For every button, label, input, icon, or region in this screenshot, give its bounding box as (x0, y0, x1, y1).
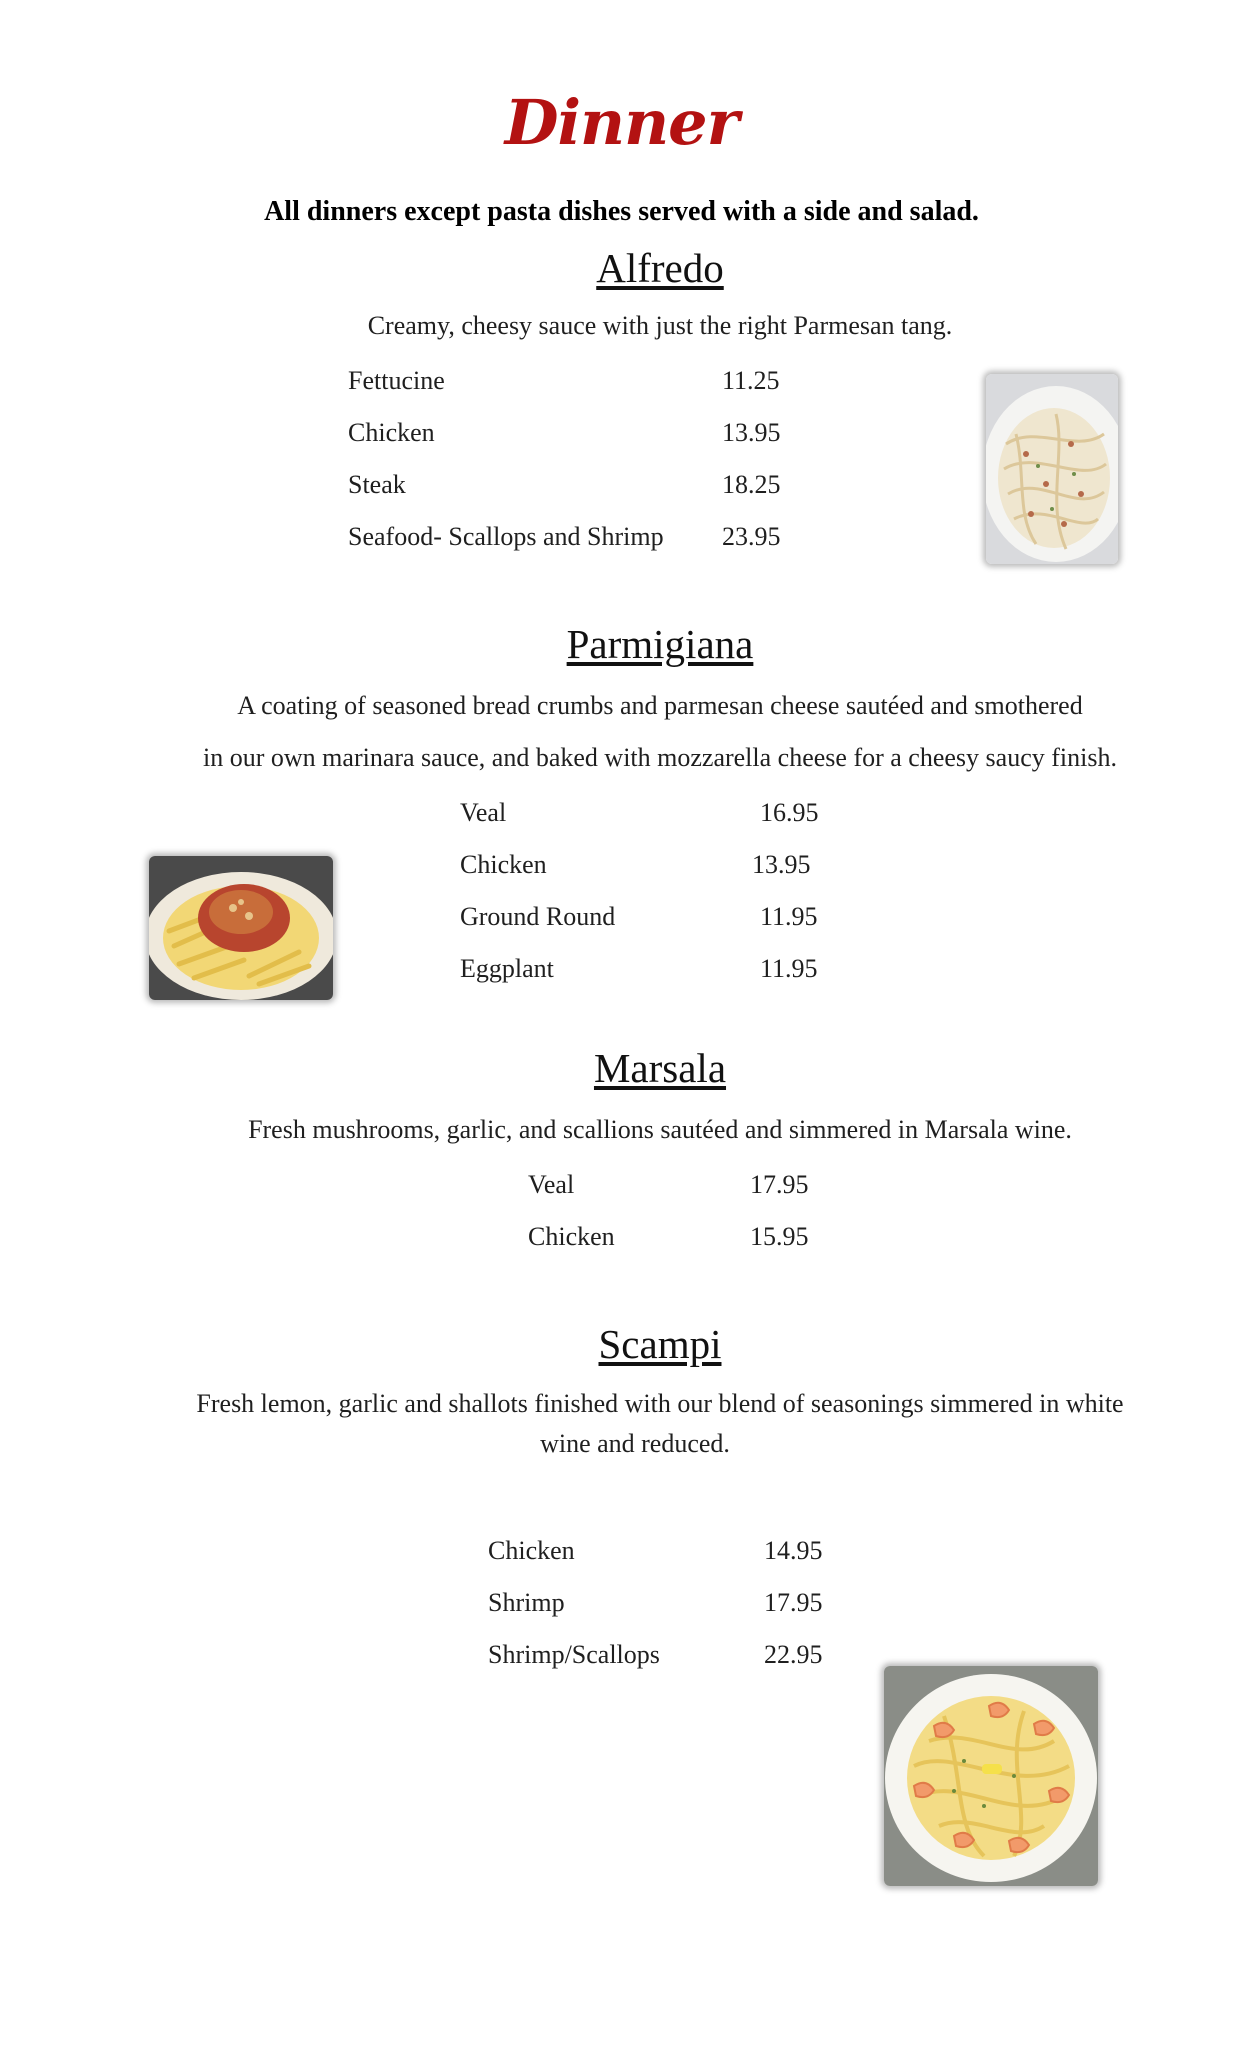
alfredo-description: Creamy, cheesy sauce with just the right Parmesan tang. (367, 311, 953, 340)
section-heading-marsala: Marsala (593, 1045, 727, 1091)
section-heading-parmigiana: Parmigiana (566, 621, 754, 667)
parmigiana-item-price: 11.95 (760, 954, 818, 983)
parmigiana-item-price: 16.95 (760, 798, 819, 827)
alfredo-item-price: 23.95 (722, 522, 781, 551)
alfredo-item-name: Steak (348, 470, 406, 499)
marsala-item-name: Veal (528, 1170, 575, 1199)
scampi-item-name: Chicken (488, 1536, 575, 1565)
alfredo-item-price: 13.95 (722, 418, 781, 447)
scampi-item-price: 14.95 (764, 1536, 823, 1565)
section-heading-scampi: Scampi (598, 1321, 722, 1367)
alfredo-item-name: Seafood- Scallops and Shrimp (348, 522, 664, 551)
parmigiana-description-line-2: in our own marinara sauce, and baked with mozzarella cheese for a cheesy saucy finish. (203, 743, 1117, 772)
parmigiana-item-name: Ground Round (460, 902, 616, 931)
parmigiana-item-name: Chicken (460, 850, 547, 879)
scampi-description-line-1: Fresh lemon, garlic and shallots finished with our blend of seasonings simmered in white (196, 1389, 1124, 1418)
alfredo-item-price: 11.25 (722, 366, 780, 395)
alfredo-item-name: Fettucine (348, 366, 445, 395)
alfredo-item-name: Chicken (348, 418, 435, 447)
scampi-item-name: Shrimp/Scallops (488, 1640, 660, 1669)
scampi-item-name: Shrimp (488, 1588, 565, 1617)
marsala-description: Fresh mushrooms, garlic, and scallions sautéed and simmered in Marsala wine. (248, 1115, 1072, 1144)
section-heading-alfredo: Alfredo (596, 245, 724, 291)
marsala-item-price: 15.95 (750, 1222, 809, 1251)
marsala-item-name: Chicken (528, 1222, 615, 1251)
scampi-description-line-2: wine and reduced. (540, 1429, 730, 1458)
parmigiana-item-price: 11.95 (760, 902, 818, 931)
parmigiana-description-line-1: A coating of seasoned bread crumbs and parmesan cheese sautéed and smothered (237, 691, 1083, 720)
page-title: Dinner (504, 86, 739, 159)
chicken-parmigiana-photo (149, 856, 333, 1000)
parmigiana-item-name: Eggplant (460, 954, 554, 983)
alfredo-item-price: 18.25 (722, 470, 781, 499)
dinner-note: All dinners except pasta dishes served with a side and salad. (264, 196, 979, 227)
scampi-item-price: 17.95 (764, 1588, 823, 1617)
shrimp-scampi-photo (884, 1666, 1098, 1886)
parmigiana-item-name: Veal (460, 798, 507, 827)
fettuccine-alfredo-photo (986, 374, 1118, 564)
marsala-item-price: 17.95 (750, 1170, 809, 1199)
scampi-item-price: 22.95 (764, 1640, 823, 1669)
parmigiana-item-price: 13.95 (752, 850, 811, 879)
